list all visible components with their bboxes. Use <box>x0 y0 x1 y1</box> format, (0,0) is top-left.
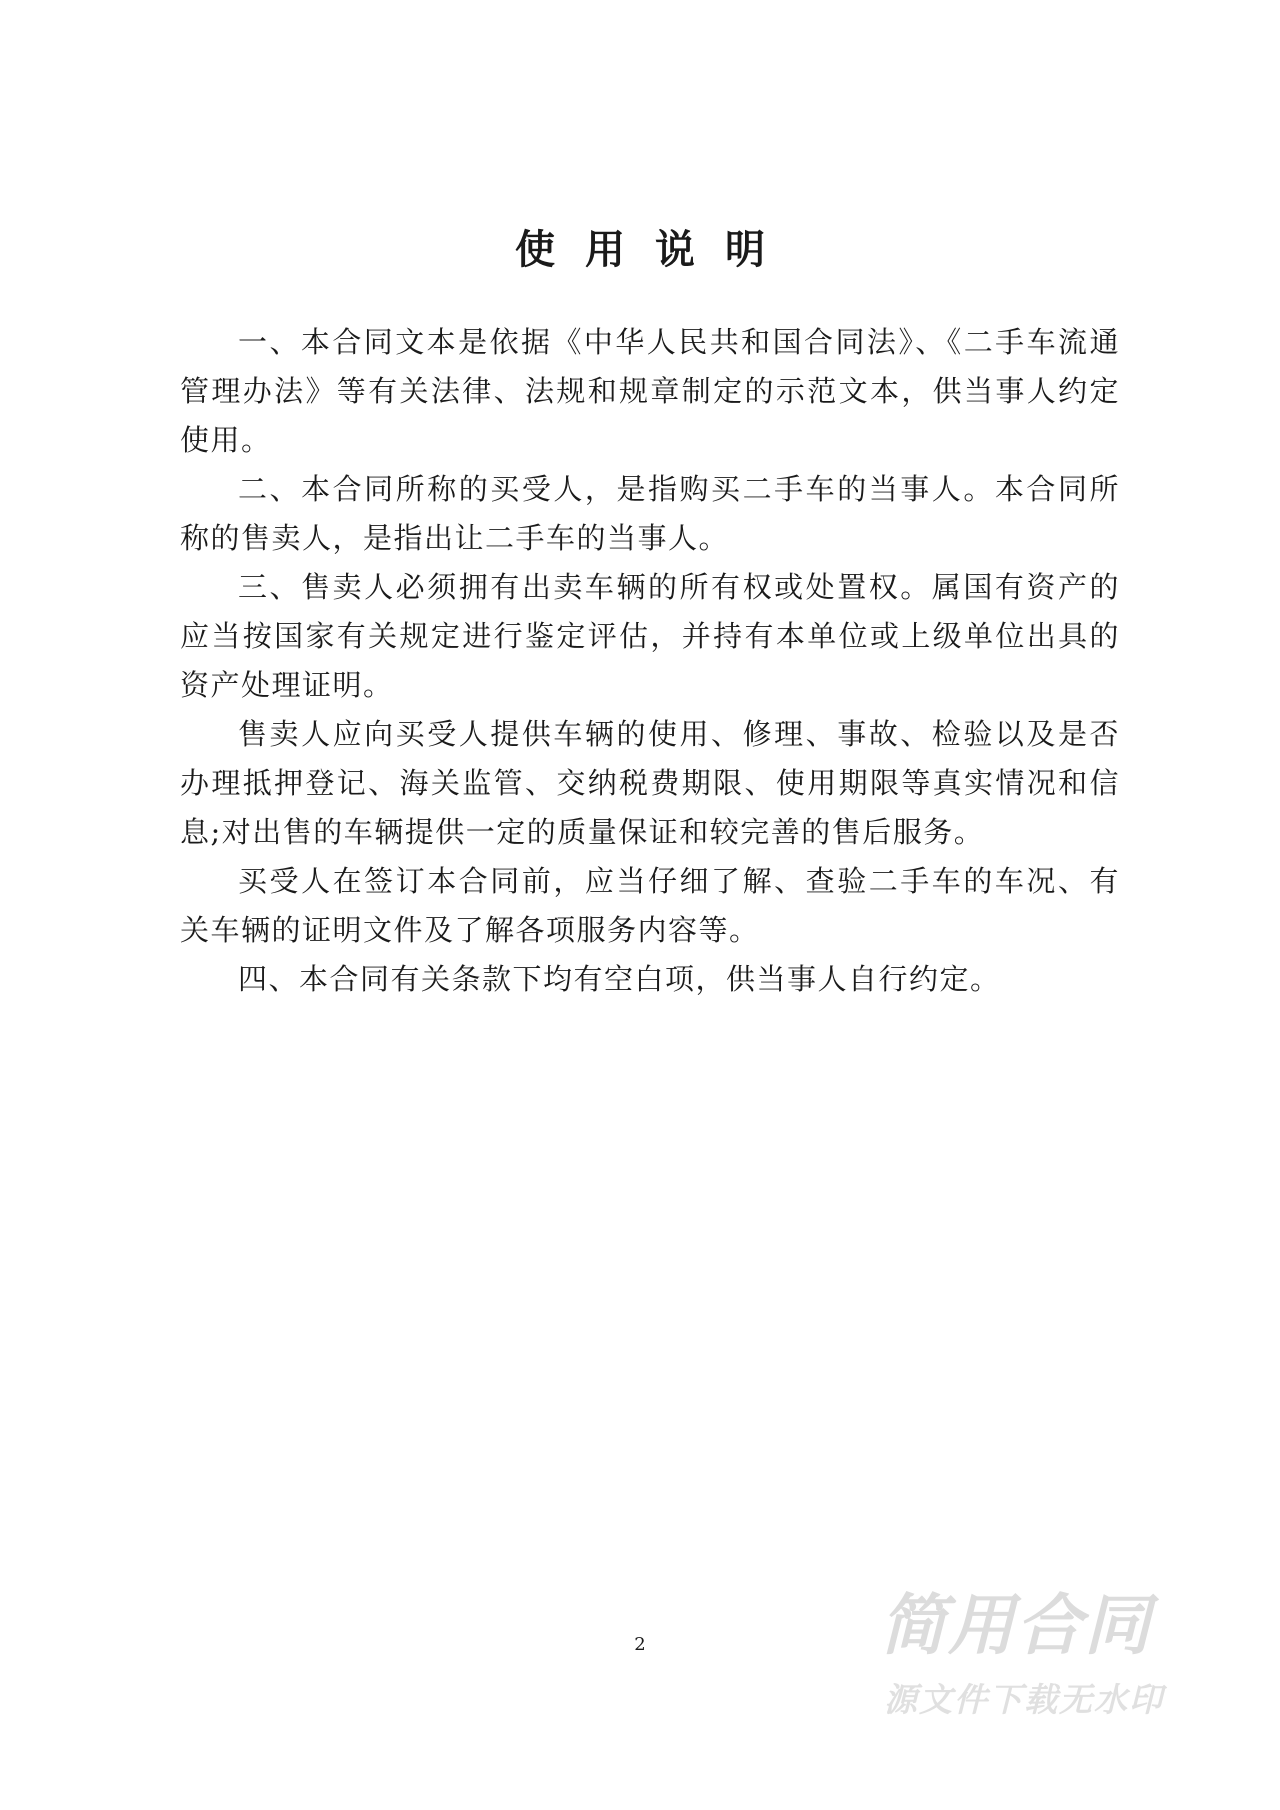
paragraph-3: 三、售卖人必须拥有出卖车辆的所有权或处置权。属国有资产的应当按国家有关规定进行鉴定评估，并持有本单位或上级单位出具的资产处理证明。 <box>180 570 1120 702</box>
watermark-sub-text: 源文件下载无水印 <box>884 1680 1164 1719</box>
paragraph-2: 二、本合同所称的买受人，是指购买二手车的当事人。本合同所称的售卖人，是指出让二手车的当事人。 <box>180 472 1120 555</box>
page-number: 2 <box>634 1634 646 1655</box>
document-body <box>180 318 1120 1004</box>
paragraph-1: 一、本合同文本是依据《中华人民共和国合同法》、《二手车流通管理办法》等有关法律、法规和规章制定的示范文本，供当事人约定使用。 <box>180 325 1120 457</box>
watermark <box>880 1586 1280 1770</box>
watermark-main-text: 简用合同 <box>880 1587 1152 1664</box>
paragraph-6: 四、本合同有关条款下均有空白项，供当事人自行约定。 <box>238 962 1001 996</box>
paragraph-4: 售卖人应向买受人提供车辆的使用、修理、事故、检验以及是否办理抵押登记、海关监管、交纳税费期限、使用期限等真实情况和信息;对出售的车辆提供一定的质量保证和较完善的售后服务。 <box>180 717 1120 849</box>
paragraph-5: 买受人在签订本合同前，应当仔细了解、查验二手车的车况、有关车辆的证明文件及了解各项服务内容等。 <box>180 864 1120 947</box>
page-title: 使用说明 <box>515 226 795 273</box>
